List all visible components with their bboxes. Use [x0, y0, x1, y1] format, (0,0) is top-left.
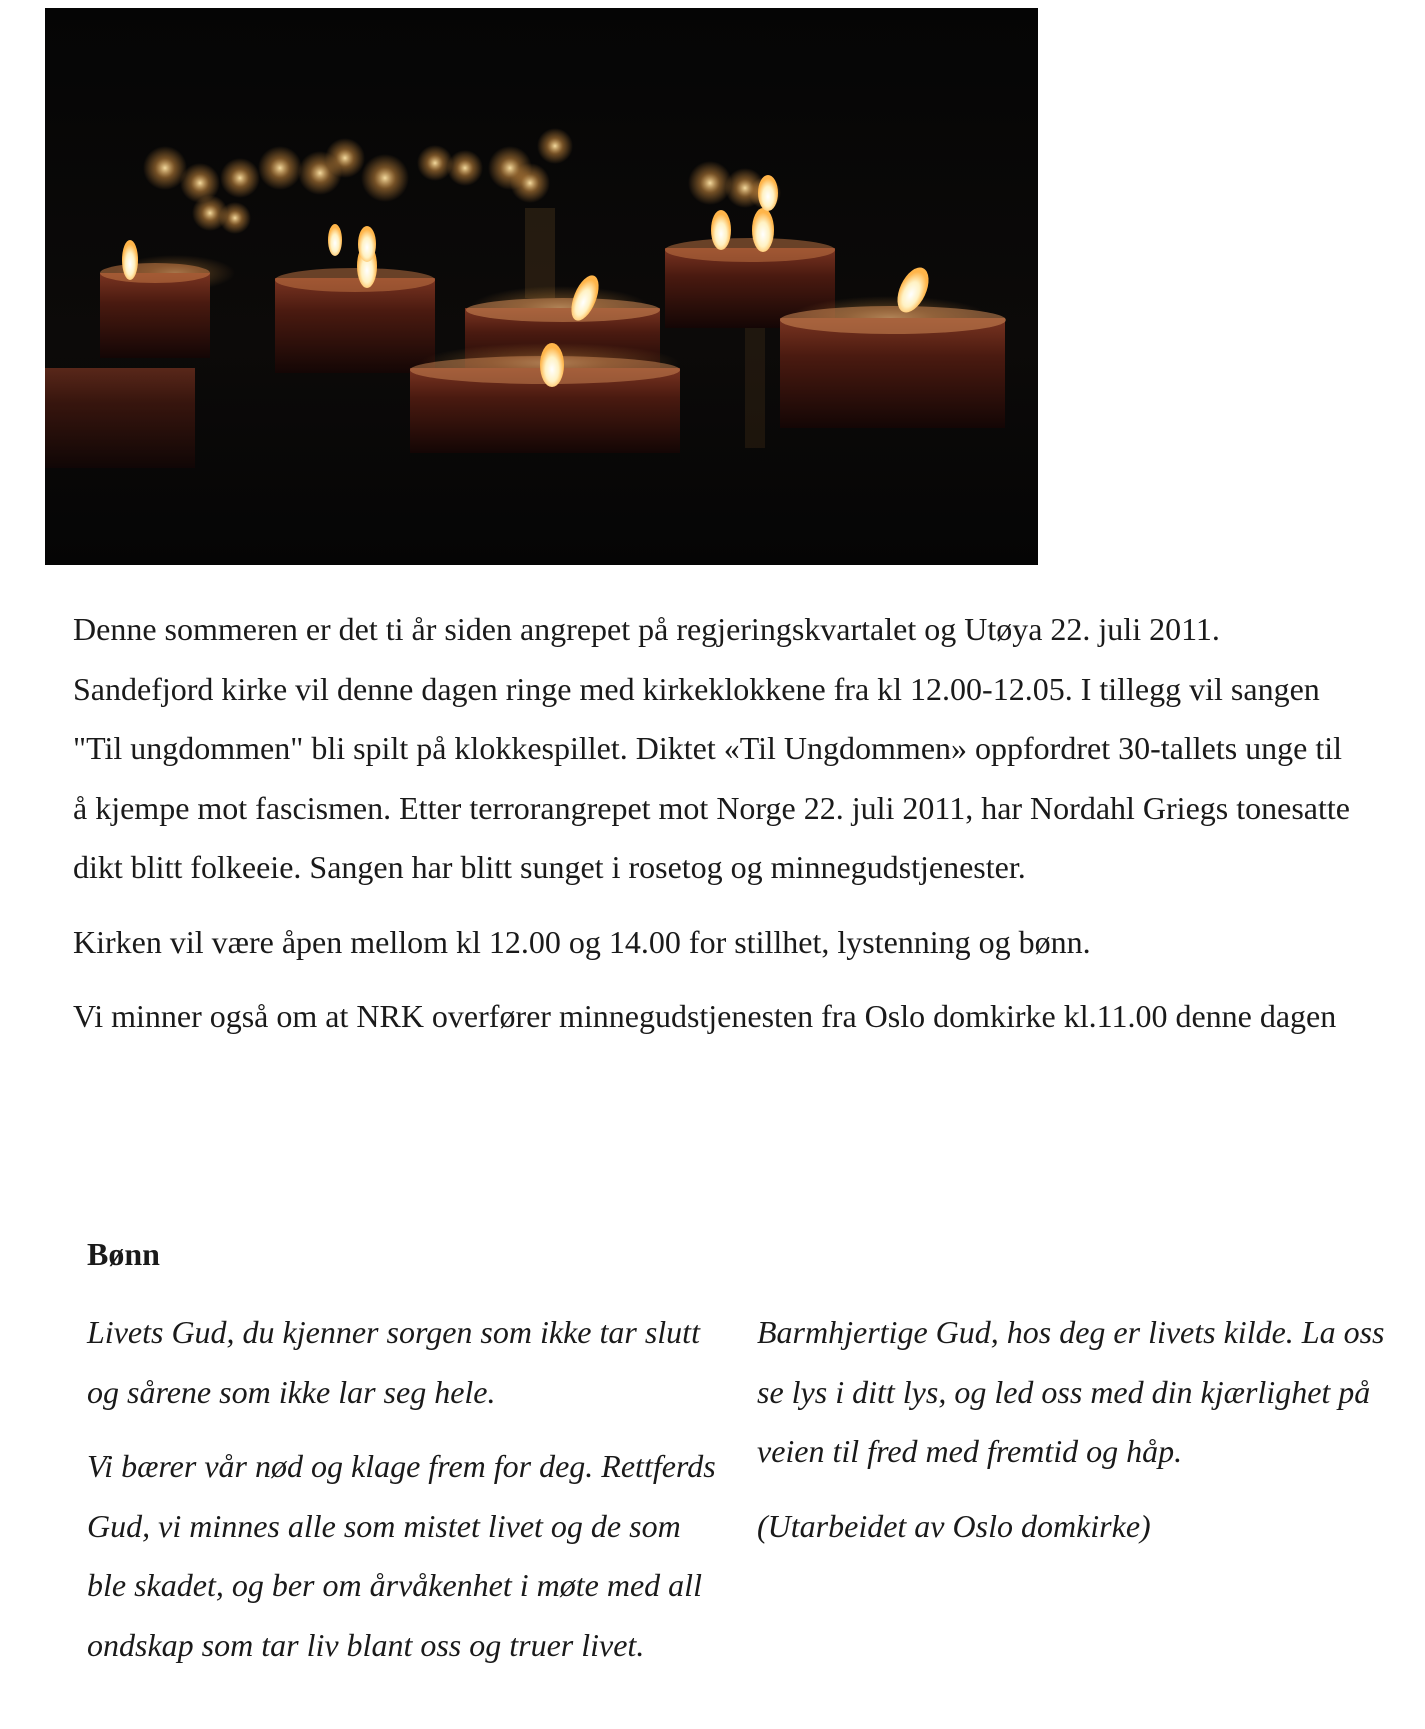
intro-text [73, 600, 1363, 1062]
intro-paragraph: Vi minner også om at NRK overfører minnegudstjenesten fra Oslo domkirke kl.11.00 denne dagen [73, 998, 1337, 1034]
intro-paragraph: Kirken vil være åpen mellom kl 12.00 og 14.00 for stillhet, lystenning og bønn. [73, 923, 1091, 960]
prayer-heading: Bønn [87, 1236, 160, 1272]
candles-illustration [45, 8, 1038, 565]
prayer-attribution: (Utarbeidet av Oslo domkirke) [757, 1507, 1151, 1544]
prayer-column-right [757, 1303, 1417, 1571]
intro-paragraph: Denne sommeren er det ti år siden angrepet på regjeringskvartalet og Utøya 22. juli 2011. Sandefjord kirke vil denne dagen ringe med kirkeklokkene fra kl 12.00-12.05. I tillegg vil sangen "Til ungdommen" bli spilt på klokkespillet. Diktet «Til Ungdommen» oppfordret 30-tallets unge til å kjempe mot fascismen. Etter terrorangrepet mot Norge 22. juli 2011, har Nordahl Griegs tonesatte dikt blitt folkeeie. Sangen har blitt sunget i rosetog og minnegudstjenester. [73, 611, 1350, 885]
prayer-paragraph: Barmhjertige Gud, hos deg er livets kilde. La oss se lys i ditt lys, og led oss med din kjærlighet på veien til fred med fremtid og håp. [757, 1314, 1385, 1469]
prayer-paragraph: Livets Gud, du kjenner sorgen som ikke tar slutt og sårene som ikke lar seg hele. [87, 1314, 700, 1410]
prayer-paragraph: Vi bærer vår nød og klage frem for deg. Rettferds Gud, vi minnes alle som mistet livet og de som ble skadet, og ber om årvåkenhet i møte med all ondskap som tar liv blant oss og truer livet. [87, 1448, 716, 1663]
candles-photo [45, 8, 1038, 565]
prayer-column-left [87, 1303, 727, 1690]
